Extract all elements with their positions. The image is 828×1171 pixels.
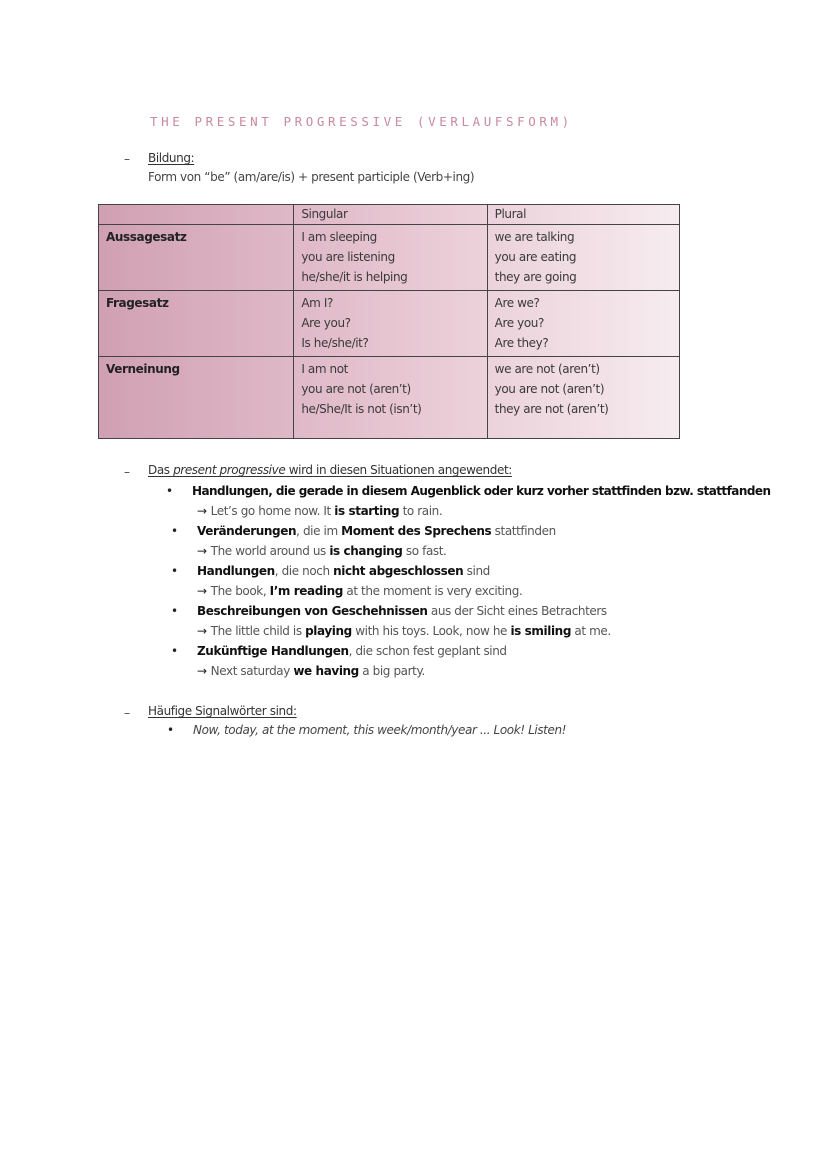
table-header-plural: Plural [487, 205, 679, 225]
form-line: Are you? [301, 316, 351, 330]
cell-verneinung-plural [487, 357, 679, 439]
arrow-icon: → [197, 664, 207, 678]
table-row-aussagesatz [99, 225, 680, 291]
table-header-singular: Singular [294, 205, 487, 225]
signal-dash: – [124, 706, 130, 720]
bullet-text: aus der Sicht eines Betrachters [427, 604, 607, 618]
form-line: he/she/it is helping [301, 270, 408, 284]
form-line: Are they? [494, 336, 549, 350]
bullet-bold-text: Handlungen [197, 564, 275, 578]
usage-dash: – [124, 465, 130, 479]
form-line: you are not (aren’t) [494, 382, 605, 396]
usage-example [197, 664, 425, 678]
example-text: Next saturday [210, 664, 294, 678]
bildung-heading: Bildung: [148, 151, 195, 165]
arrow-icon: → [197, 584, 207, 598]
bullet-text: , die noch [274, 564, 334, 578]
bildung-formula: Form von “be” (am/are/is) + present participle (Verb+ing) [148, 170, 475, 184]
usage-heading-post: wird in diesen Situationen angewendet: [285, 463, 512, 477]
table-row-verneinung [99, 357, 680, 439]
cell-fragesatz-singular [294, 291, 487, 357]
example-bold-text: is starting [334, 504, 400, 518]
example-bold-text: we having [293, 664, 359, 678]
bullet-text: stattfinden [491, 524, 556, 538]
cell-aussagesatz-plural [487, 225, 679, 291]
cell-fragesatz-plural [487, 291, 679, 357]
usage-example [197, 584, 522, 598]
row-label-verneinung: Verneinung [99, 357, 294, 439]
usage-example [197, 544, 446, 558]
conjugation-table [98, 204, 680, 439]
arrow-icon: → [197, 504, 207, 518]
usage-bullet [197, 524, 556, 538]
bullet-bold-text: Beschreibungen von Geschehnissen [197, 604, 428, 618]
example-text: to rain. [399, 504, 443, 518]
form-line: Is he/she/it? [301, 336, 369, 350]
bildung-dash: – [124, 152, 130, 166]
usage-bullet [197, 644, 507, 658]
example-text: with his toys. Look, now he [351, 624, 511, 638]
form-line: you are not (aren’t) [301, 382, 411, 396]
example-text: The little child is [210, 624, 306, 638]
usage-heading-term: present progressive [173, 463, 286, 477]
form-line: he/She/It is not (isn’t) [301, 402, 422, 416]
table-header-row [99, 205, 680, 225]
form-line: we are not (aren’t) [494, 362, 600, 376]
form-line: they are going [494, 270, 577, 284]
form-line: Are you? [494, 316, 544, 330]
bullet-bold-text: Zukünftige Handlungen [197, 644, 349, 658]
form-line: I am sleeping [301, 230, 377, 244]
page-title: THE PRESENT PROGRESSIVE (VERLAUFSFORM) [150, 114, 573, 129]
example-text: a big party. [358, 664, 425, 678]
bullet-text: sind [463, 564, 490, 578]
row-label-fragesatz: Fragesatz [99, 291, 294, 357]
usage-example [197, 504, 442, 518]
example-text: so fast. [402, 544, 447, 558]
usage-example [197, 624, 611, 638]
example-text: The book, [210, 584, 270, 598]
form-line: Am I? [301, 296, 333, 310]
table-row-fragesatz [99, 291, 680, 357]
form-line: I am not [301, 362, 348, 376]
table-header-empty [99, 205, 294, 225]
example-bold-text: I’m reading [269, 584, 343, 598]
usage-bullet [197, 564, 490, 578]
example-bold-text: is changing [329, 544, 403, 558]
cell-aussagesatz-singular [294, 225, 487, 291]
form-line: Are we? [494, 296, 540, 310]
example-text: at the moment is very exciting. [342, 584, 523, 598]
signal-heading: Häufige Signalwörter sind: [148, 704, 297, 718]
example-text: Let’s go home now. It [210, 504, 335, 518]
arrow-icon: → [197, 544, 207, 558]
bullet-bold-text: Handlungen, die gerade in diesem Augenblick oder kurz vorher stattfinden bzw. stattfanden [192, 484, 771, 498]
form-line: we are talking [494, 230, 575, 244]
signal-words: • Now, today, at the moment, this week/month/year ... Look! Listen! [193, 723, 566, 737]
example-bold-text: playing [305, 624, 352, 638]
cell-verneinung-singular [294, 357, 487, 439]
row-label-aussagesatz: Aussagesatz [99, 225, 294, 291]
arrow-icon: → [197, 624, 207, 638]
usage-heading-pre: Das [148, 463, 174, 477]
example-text: at me. [571, 624, 611, 638]
bullet-bold-text: Veränderungen [197, 524, 297, 538]
bullet-bold-text: Moment des Sprechens [341, 524, 492, 538]
form-line: you are listening [301, 250, 395, 264]
bullet-bold-text: nicht abgeschlossen [333, 564, 464, 578]
usage-heading [148, 463, 512, 477]
usage-bullet [192, 484, 770, 498]
form-line: they are not (aren’t) [494, 402, 609, 416]
form-line: you are eating [494, 250, 577, 264]
example-bold-text: is smiling [510, 624, 572, 638]
usage-bullet [197, 604, 607, 618]
bullet-text: , die schon fest geplant sind [348, 644, 507, 658]
bullet-text: , die im [296, 524, 342, 538]
example-text: The world around us [210, 544, 330, 558]
